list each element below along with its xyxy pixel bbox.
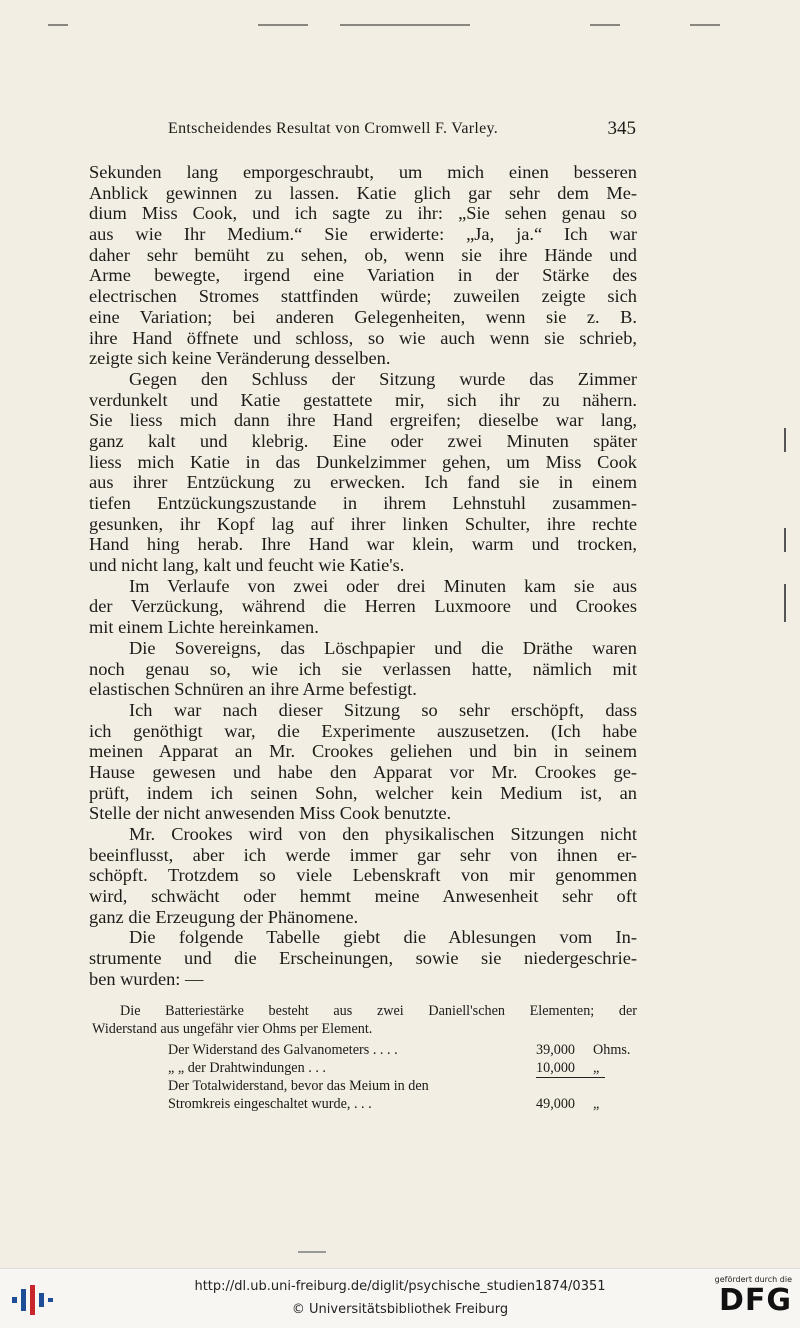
page-number: 345 bbox=[607, 118, 636, 139]
dfg-caption: gefördert durch die bbox=[714, 1275, 792, 1284]
row-unit: „ bbox=[593, 1060, 600, 1076]
text-line: mit einem Lichte hereinkamen. bbox=[89, 617, 319, 638]
row-label: Der Widerstand des Galvanometers . . . . bbox=[168, 1042, 398, 1058]
table-caption bbox=[92, 1002, 637, 1038]
caption-line: Die Batteriestärke besteht aus zwei Daniell'schen Elementen; der bbox=[120, 1003, 637, 1019]
text-line: ganz kalt und klebrig. Eine oder zwei Minuten später bbox=[89, 430, 637, 451]
text-line: Die Sovereigns, das Löschpapier und die Dräthe waren bbox=[129, 637, 637, 658]
row-label: Stromkreis eingeschaltet wurde, . . . bbox=[168, 1096, 372, 1112]
text-line: ich genöthigt war, die Experimente auszusetzen. (Ich habe bbox=[89, 720, 637, 741]
text-line: prüft, indem ich seinen Sohn, welcher kein Medium ist, an bbox=[89, 782, 637, 803]
table-row bbox=[168, 1095, 638, 1113]
text-line: Im Verlaufe von zwei oder drei Minuten kam sie aus bbox=[129, 575, 637, 596]
text-line: dium Miss Cook, und ich sagte zu ihr: „Sie sehen genau so bbox=[89, 203, 637, 224]
text-line: eine Variation; bei anderen Gelegenheiten, wenn sie z. B. bbox=[89, 306, 637, 327]
scan-artifact bbox=[690, 24, 720, 26]
text-line: strumente und die Erscheinungen, sowie sie niedergeschrie- bbox=[89, 948, 637, 969]
scan-artifact bbox=[298, 1251, 326, 1253]
row-unit: „ bbox=[593, 1096, 600, 1112]
text-line: ihre Hand öffnete und schloss, so wie auch wenn sie schrieb, bbox=[89, 327, 637, 348]
text-line: ben wurden: — bbox=[89, 968, 204, 989]
ub-freiburg-logo-icon bbox=[10, 1283, 54, 1317]
text-line: Sie liess mich dann ihre Hand ergreifen; dieselbe war lang, bbox=[89, 410, 637, 431]
text-line: elastischen Schnüren an ihre Arme befestigt. bbox=[89, 679, 417, 700]
text-line: Gegen den Schluss der Sitzung wurde das Zimmer bbox=[129, 368, 637, 389]
text-line: Anblick gewinnen zu lassen. Katie glich gar sehr dem Me- bbox=[89, 182, 637, 203]
text-line: meinen Apparat an Mr. Crookes geliehen und bin in seinem bbox=[89, 741, 637, 762]
row-label: Der Totalwiderstand, bevor das Meium in den bbox=[168, 1078, 429, 1094]
dfg-logo-icon bbox=[706, 1275, 792, 1323]
text-line: Hause gewesen und habe den Apparat vor Mr. Crookes ge- bbox=[89, 761, 637, 782]
table-row bbox=[168, 1077, 638, 1095]
row-label: „ „ der Drahtwindungen . . . bbox=[168, 1060, 326, 1076]
row-value: 49,000 bbox=[536, 1096, 576, 1112]
text-line: tiefen Entzückungszustande in ihrem Lehnstuhl zusammen- bbox=[89, 493, 637, 513]
row-value: 10,000 bbox=[536, 1059, 605, 1078]
text-line: aus wie Ihr Medium.“ Sie erwiderte: „Ja, ja.“ Ich war bbox=[89, 224, 637, 245]
scan-artifact bbox=[340, 24, 470, 26]
text-line: zeigte sich keine Veränderung desselben. bbox=[89, 348, 391, 369]
text-line: electrischen Stromes stattfinden würde; zuweilen zeigte sich bbox=[89, 286, 637, 307]
scan-artifact bbox=[258, 24, 308, 26]
scan-artifact bbox=[590, 24, 620, 26]
text-line: aus ihrer Entzückung zu erwecken. Ich fand sie in einem bbox=[89, 472, 637, 493]
text-line: verdunkelt und Katie gestattete mir, sich ihr zu nähern. bbox=[89, 389, 637, 410]
text-line: schöpft. Trotzdem so viele Lebenskraft von mir genommen bbox=[89, 865, 637, 886]
text-line: noch genau so, wie ich sie verlassen hatte, nämlich mit bbox=[89, 658, 637, 679]
text-line: Mr. Crookes wird von den physikalischen Sitzungen nicht bbox=[129, 824, 637, 844]
text-line: wird, schwächt oder hemmt meine Anwesenheit sehr oft bbox=[89, 886, 637, 907]
text-line: ganz die Erzeugung der Phänomene. bbox=[89, 906, 359, 927]
text-line: Stelle der nicht anwesenden Miss Cook benutzte. bbox=[89, 803, 452, 824]
text-line: der Verzückung, während die Herren Luxmoore und Crookes bbox=[89, 596, 637, 617]
text-line: daher sehr bemüht zu sehen, ob, wenn sie ihre Hände und bbox=[89, 244, 637, 265]
dfg-wordmark: DFG bbox=[718, 1283, 792, 1318]
table-row bbox=[168, 1041, 638, 1059]
running-header bbox=[168, 120, 636, 142]
scan-artifact bbox=[784, 428, 786, 452]
scan-artifact bbox=[784, 584, 786, 622]
copyright-notice: © Universitätsbibliothek Freiburg bbox=[291, 1302, 509, 1317]
text-line: liess mich Katie in das Dunkelzimmer gehen, um Miss Cook bbox=[89, 451, 637, 472]
caption-line: Widerstand aus ungefähr vier Ohms per Element. bbox=[92, 1021, 373, 1037]
scan-artifact bbox=[784, 528, 786, 552]
text-line: gesunken, ihr Kopf lag auf ihrer linken Schulter, ihre rechte bbox=[89, 513, 637, 534]
text-line: Arme bewegte, irgend eine Variation in der Stärke des bbox=[89, 265, 637, 286]
row-value: 39,000 bbox=[536, 1042, 576, 1058]
viewer-footer bbox=[0, 1268, 800, 1328]
text-line: Hand hing herab. Ihre Hand war klein, warm und trocken, bbox=[89, 534, 637, 555]
text-line: Die folgende Tabelle giebt die Ablesungen vom In- bbox=[129, 927, 637, 948]
scan-artifact bbox=[48, 24, 68, 26]
table-row bbox=[168, 1059, 638, 1077]
text-line: und nicht lang, kalt und feucht wie Katie's. bbox=[89, 555, 405, 576]
row-unit: Ohms. bbox=[593, 1042, 631, 1058]
running-title: Entscheidendes Resultat von Cromwell F. Varley. bbox=[168, 120, 499, 137]
body-text bbox=[89, 162, 637, 990]
text-line: Ich war nach dieser Sitzung so sehr erschöpft, dass bbox=[129, 699, 637, 720]
resistance-table bbox=[168, 1041, 638, 1113]
text-line: Sekunden lang emporgeschraubt, um mich einen besseren bbox=[89, 162, 637, 182]
text-line: beeinflusst, aber ich werde immer gar sehr von ihnen er- bbox=[89, 844, 637, 865]
permalink-url[interactable]: http://dl.ub.uni-freiburg.de/diglit/psychische_studien1874/0351 bbox=[194, 1279, 606, 1294]
